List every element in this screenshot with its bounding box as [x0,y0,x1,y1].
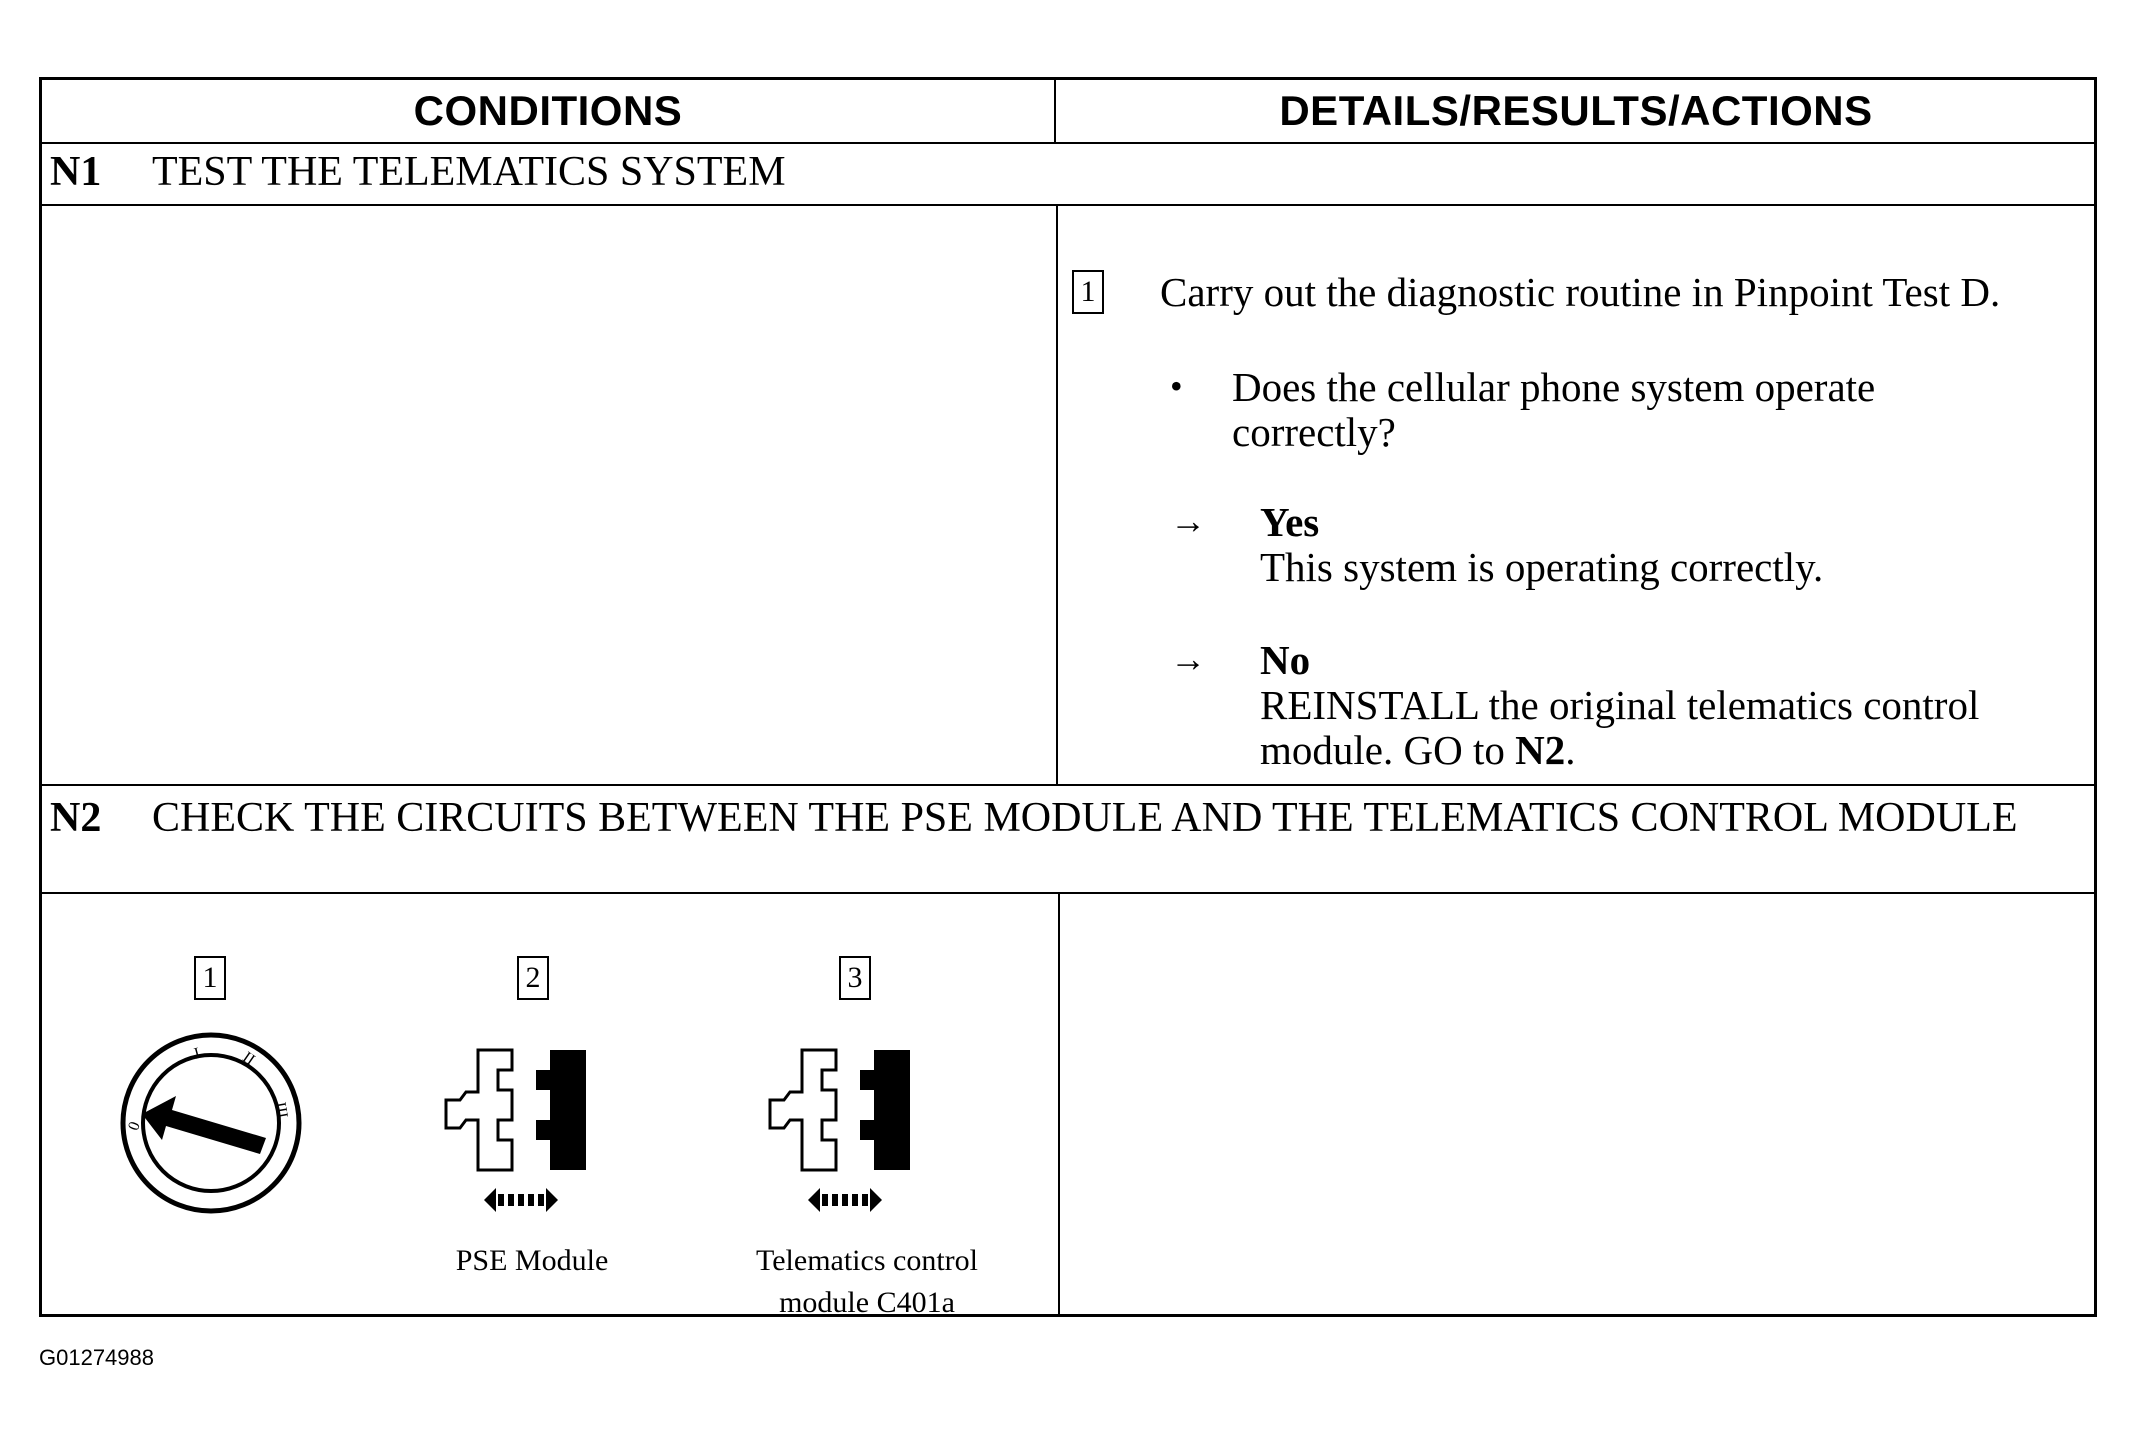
n1-step-number: 1 [1072,270,1104,314]
ignition-mark-1: I [192,1044,202,1063]
illustration-3-number: 3 [839,956,871,1000]
illustration-2-number: 2 [517,956,549,1000]
n1-number: N1 [50,149,102,195]
n1-title-row [50,150,2032,194]
n2-title: CHECK THE CIRCUITS BETWEEN THE PSE MODULE AND THE TELEMATICS CONTROL MODULE [152,795,2018,841]
yes-label: Yes [1260,499,1320,545]
figure-code: G01274988 [39,1345,154,1370]
no-result [1260,638,2080,773]
diagnostic-table [39,77,2097,1317]
illustration-1-number: 1 [194,956,226,1000]
n2-column-divider [1058,892,1060,1317]
n1-bottom-divider [42,784,2094,786]
n2-number: N2 [50,795,102,841]
n1-title: TEST THE TELEMATICS SYSTEM [152,149,786,195]
telematics-module-caption: Telematics control module C401a [756,1244,978,1319]
n1-title-divider [42,204,2094,206]
conditions-header: CONDITIONS [413,87,683,134]
question-bullet: • [1170,366,1183,406]
no-end: . [1565,727,1576,773]
ignition-switch-icon [116,1028,306,1218]
yes-arrow-icon: → [1170,501,1206,541]
header-divider [42,142,2094,144]
n2-title-divider [42,892,2094,894]
telematics-connector-icon [764,1020,954,1220]
no-goto: N2 [1515,727,1566,773]
yes-result [1260,500,2080,590]
no-label: No [1260,637,1311,683]
pse-connector-icon [440,1020,630,1220]
yes-text: This system is operating correctly. [1260,544,1824,590]
ignition-mark-0: 0 [125,1119,144,1133]
n1-column-divider [1056,204,1058,784]
n1-question: Does the cellular phone system operate correctly? [1232,364,1876,455]
pse-module-caption: PSE Module [455,1244,609,1277]
details-header: DETAILS/RESULTS/ACTIONS [1279,87,1873,134]
ignition-mark-2: II [239,1048,258,1069]
n1-step-text: Carry out the diagnostic routine in Pinpoint Test D. [1160,269,2001,315]
n2-title-row [50,796,2032,840]
no-text: REINSTALL the original telematics control module. GO to [1260,682,1980,773]
no-arrow-icon: → [1170,639,1206,679]
ignition-mark-3: III [271,1100,291,1120]
